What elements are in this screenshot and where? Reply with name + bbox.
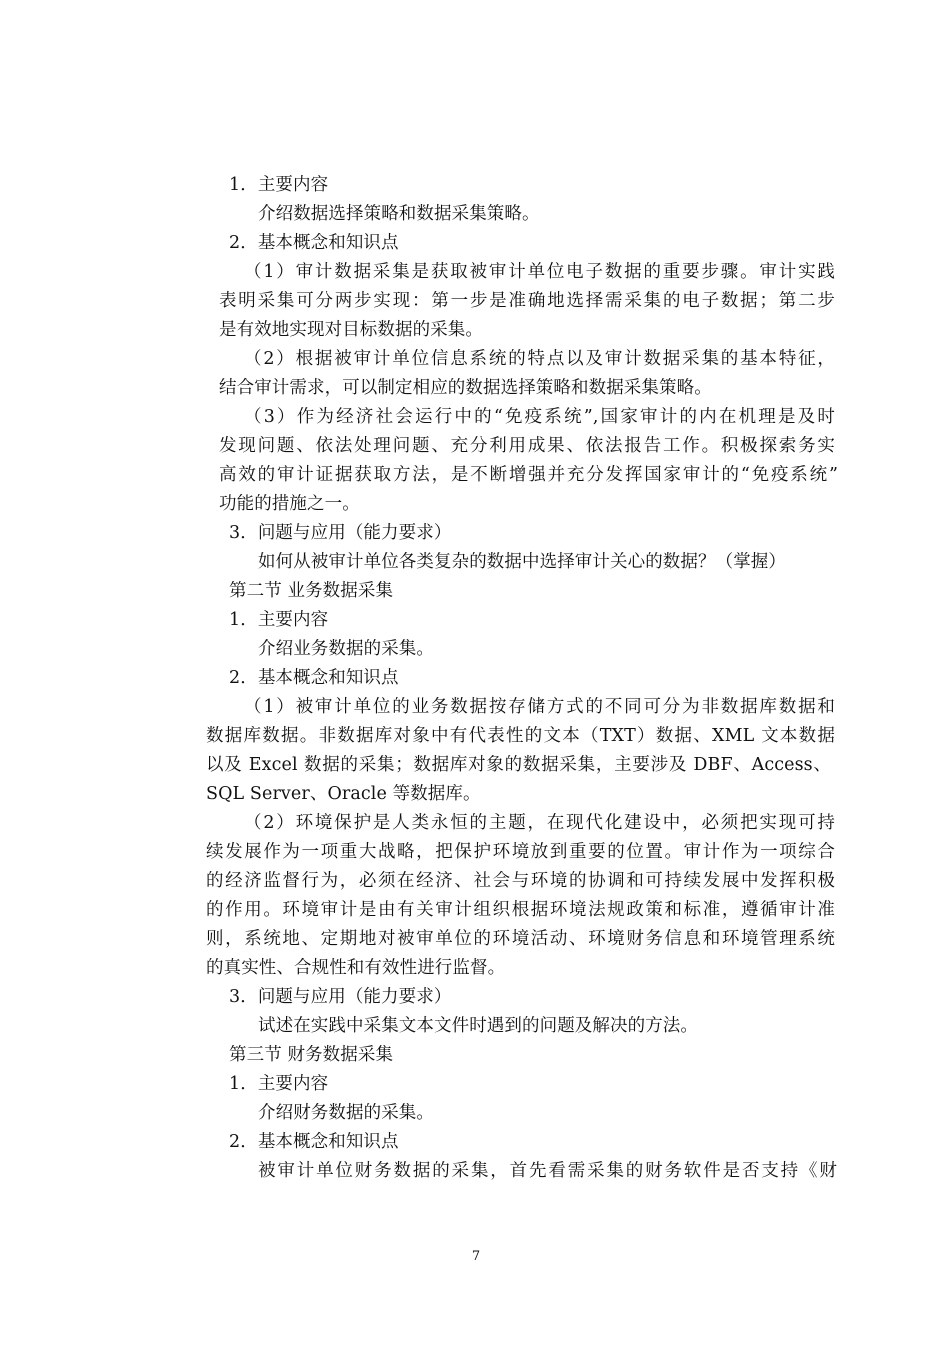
main-content-text: 介绍财务数据的采集。 [258,1103,434,1123]
paragraph-line: 数据库数据。非数据库对象中有代表性的文本（TXT）数据、XML 文本数据 [206,726,835,746]
paragraph-line: 是有效地实现对目标数据的采集。 [219,320,483,340]
paragraph-line: 续发展作为一项重大战略，把保护环境放到重要的位置。审计作为一项综合 [206,842,835,862]
section-heading: 第三节 财务数据采集 [229,1045,394,1065]
item-concepts-heading: 2．基本概念和知识点 [229,668,399,688]
item-application-heading: 3．问题与应用（能力要求） [229,987,452,1007]
main-content-text: 介绍数据选择策略和数据采集策略。 [258,204,540,224]
item-main-content-heading: 1．主要内容 [229,175,329,195]
paragraph-line: （1）被审计单位的业务数据按存储方式的不同可分为非数据库数据和 [244,697,835,717]
paragraph-line: 功能的措施之一。 [219,494,360,514]
item-main-content-heading: 1．主要内容 [229,610,329,630]
paragraph-line: 以及 Excel 数据的采集；数据库对象的数据采集，主要涉及 DBF、Access、 [206,755,831,775]
paragraph-line: （1）审计数据采集是获取被审计单位电子数据的重要步骤。审计实践 [244,262,835,282]
paragraph-line: 结合审计需求，可以制定相应的数据选择策略和数据采集策略。 [219,378,712,398]
paragraph-line: 则，系统地、定期地对被审单位的环境活动、环境财务信息和环境管理系统 [206,929,835,949]
section-heading: 第二节 业务数据采集 [229,581,394,601]
paragraph-line: （3）作为经济社会运行中的“免疫系统”,国家审计的内在机理是及时 [244,407,835,427]
paragraph-line: （2）根据被审计单位信息系统的特点以及审计数据采集的基本特征， [244,349,835,369]
paragraph-line: 发现问题、依法处理问题、充分利用成果、依法报告工作。积极探索务实 [219,436,835,456]
item-application-heading: 3．问题与应用（能力要求） [229,523,452,543]
paragraph-line: 高效的审计证据获取方法，是不断增强并充分发挥国家审计的“免疫系统” [219,465,838,485]
paragraph-line: SQL Server、Oracle 等数据库。 [206,784,481,804]
question-text: 如何从被审计单位各类复杂的数据中选择审计关心的数据？（掌握） [258,552,786,572]
paragraph-line: 表明采集可分两步实现：第一步是准确地选择需采集的电子数据；第二步 [219,291,835,311]
paragraph-line: 的真实性、合规性和有效性进行监督。 [206,958,506,978]
item-concepts-heading: 2．基本概念和知识点 [229,1132,399,1152]
question-text: 试述在实践中采集文本文件时遇到的问题及解决的方法。 [258,1016,698,1036]
page-number: 7 [471,1249,481,1264]
item-main-content-heading: 1．主要内容 [229,1074,329,1094]
paragraph-line: 被审计单位财务数据的采集，首先看需采集的财务软件是否支持《财 [258,1161,837,1181]
paragraph-line: 的作用。环境审计是由有关审计组织根据环境法规政策和标准，遵循审计准 [206,900,835,920]
main-content-text: 介绍业务数据的采集。 [258,639,434,659]
paragraph-line: （2）环境保护是人类永恒的主题，在现代化建设中，必须把实现可持 [244,813,835,833]
paragraph-line: 的经济监督行为，必须在经济、社会与环境的协调和可持续发展中发挥积极 [206,871,835,891]
item-concepts-heading: 2．基本概念和知识点 [229,233,399,253]
